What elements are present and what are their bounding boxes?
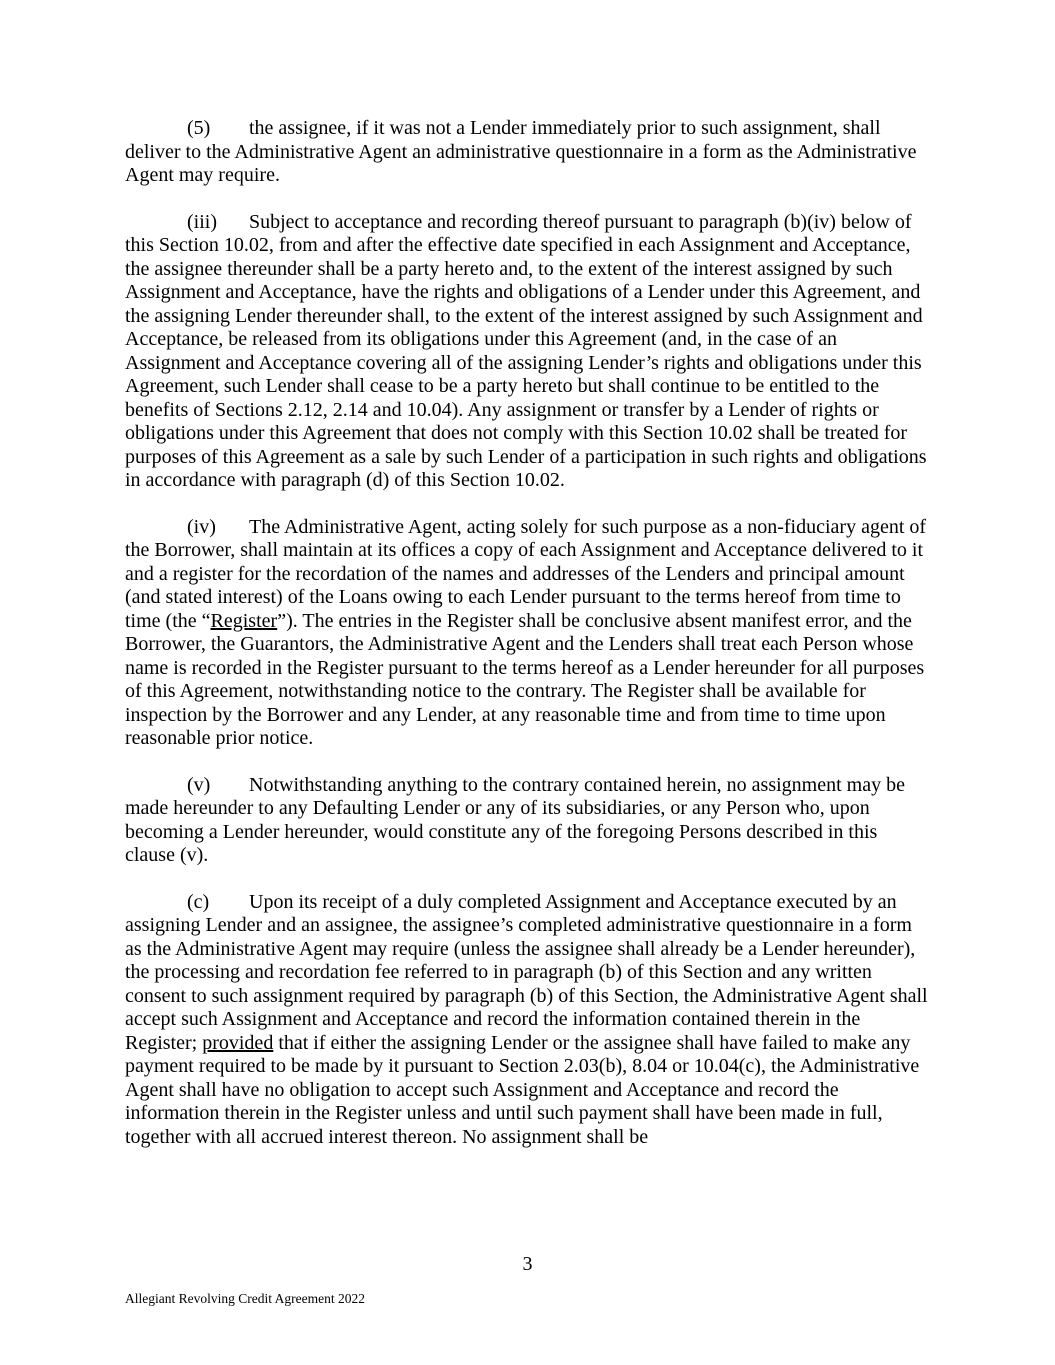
paragraph-5: [125, 117, 931, 188]
footer-document-title: Allegiant Revolving Credit Agreement 2022: [125, 1291, 365, 1306]
paragraph-iii-text: Subject to acceptance and recording thereof pursuant to paragraph (b)(iv) below of this Section 10.02, from and after the effective date specified in each Assignment and Acceptance, the assignee thereunder shall be a party hereto and, to the extent of the interest assigned by such Assignment and Acceptance, have the rights and obligations of a Lender under this Agreement, and the assigning Lender thereunder shall, to the extent of the interest assigned by such Assignment and Acceptance, be released from its obligations under this Agreement (and, in the case of an Assignment and Acceptance covering all of the assigning Lender’s rights and obligations under this Agreement, such Lender shall cease to be a party hereto but shall continue to be entitled to the benefits of Sections 2.12, 2.14 and 10.04). Any assignment or transfer by a Lender of rights or obligations under this Agreement that does not comply with this Section 10.02 shall be treated for purposes of this Agreement as a sale by such Lender of a participation in such rights and obligations in accordance with paragraph (d) of this Section 10.02.: [125, 210, 927, 491]
paragraph-iii-label: (iii): [187, 210, 217, 233]
paragraph-5-label: (5): [187, 117, 211, 139]
emphasized-term-provided: provided: [202, 1031, 274, 1054]
paragraph-c-label: (c): [187, 890, 210, 913]
paragraph-iv: [125, 516, 931, 751]
paragraph-c: [125, 891, 931, 1150]
paragraph-iv-text-segment-2: ”). The entries in the Register shall be conclusive absent manifest error, and the Borrower, the Guarantors, the Administrative Agent and the Lenders shall treat each Person whose name is recorded in the Register pursuant to the terms hereof as a Lender hereunder for all purposes of this Agreement, notwithstanding notice to the contrary. The Register shall be available for inspection by the Borrower and any Lender, at any reasonable time and from time to time upon reasonable prior notice.: [125, 609, 925, 749]
page-number: 3: [522, 1253, 533, 1275]
paragraph-c-text-segment-1: Upon its receipt of a duly completed Assignment and Acceptance executed by an assigning Lender and an assignee, the assignee’s completed administrative questionnaire in a form as the Administrative Agent may require (unless the assignee shall already be a Lender hereunder), the processing and recordation fee referred to in paragraph (b) of this Section and any written consent to such assignment required by paragraph (b) of this Section, the Administrative Agent shall accept such Assignment and Acceptance and record the information contained therein in the Register;: [125, 890, 928, 1054]
paragraph-v: [125, 774, 931, 868]
paragraph-v-label: (v): [187, 773, 211, 796]
document-body: [125, 117, 931, 1172]
paragraph-v-text: Notwithstanding anything to the contrary contained herein, no assignment may be made hereunder to any Defaulting Lender or any of its subsidiaries, or any Person who, upon becoming a Lender hereunder, would constitute any of the foregoing Persons described in this clause (v).: [125, 773, 905, 866]
paragraph-iii: [125, 211, 931, 493]
paragraph-5-text: the assignee, if it was not a Lender immediately prior to such assignment, shall deliver to the Administrative Agent an administrative questionnaire in a form as the Administrative Agent may require.: [125, 117, 917, 186]
paragraph-iv-label: (iv): [187, 515, 216, 538]
paragraph-iv-text-segment-1: The Administrative Agent, acting solely for such purpose as a non-fiduciary agent of the Borrower, shall maintain at its offices a copy of each Assignment and Acceptance delivered to it and a register for the recordation of the names and addresses of the Lenders and principal amount (and stated interest) of the Loans owing to each Lender pursuant to the terms hereof from time to time (the “: [125, 515, 927, 632]
defined-term-register: Register: [210, 609, 278, 632]
paragraph-c-text-segment-2: that if either the assigning Lender or the assignee shall have failed to make any payment required to be made by it pursuant to Section 2.03(b), 8.04 or 10.04(c), the Administrative Agent shall have no obligation to accept such Assignment and Acceptance and record the information therein in the Register unless and until such payment shall have been made in full, together with all accrued interest thereon. No assignment shall be: [125, 1031, 920, 1148]
